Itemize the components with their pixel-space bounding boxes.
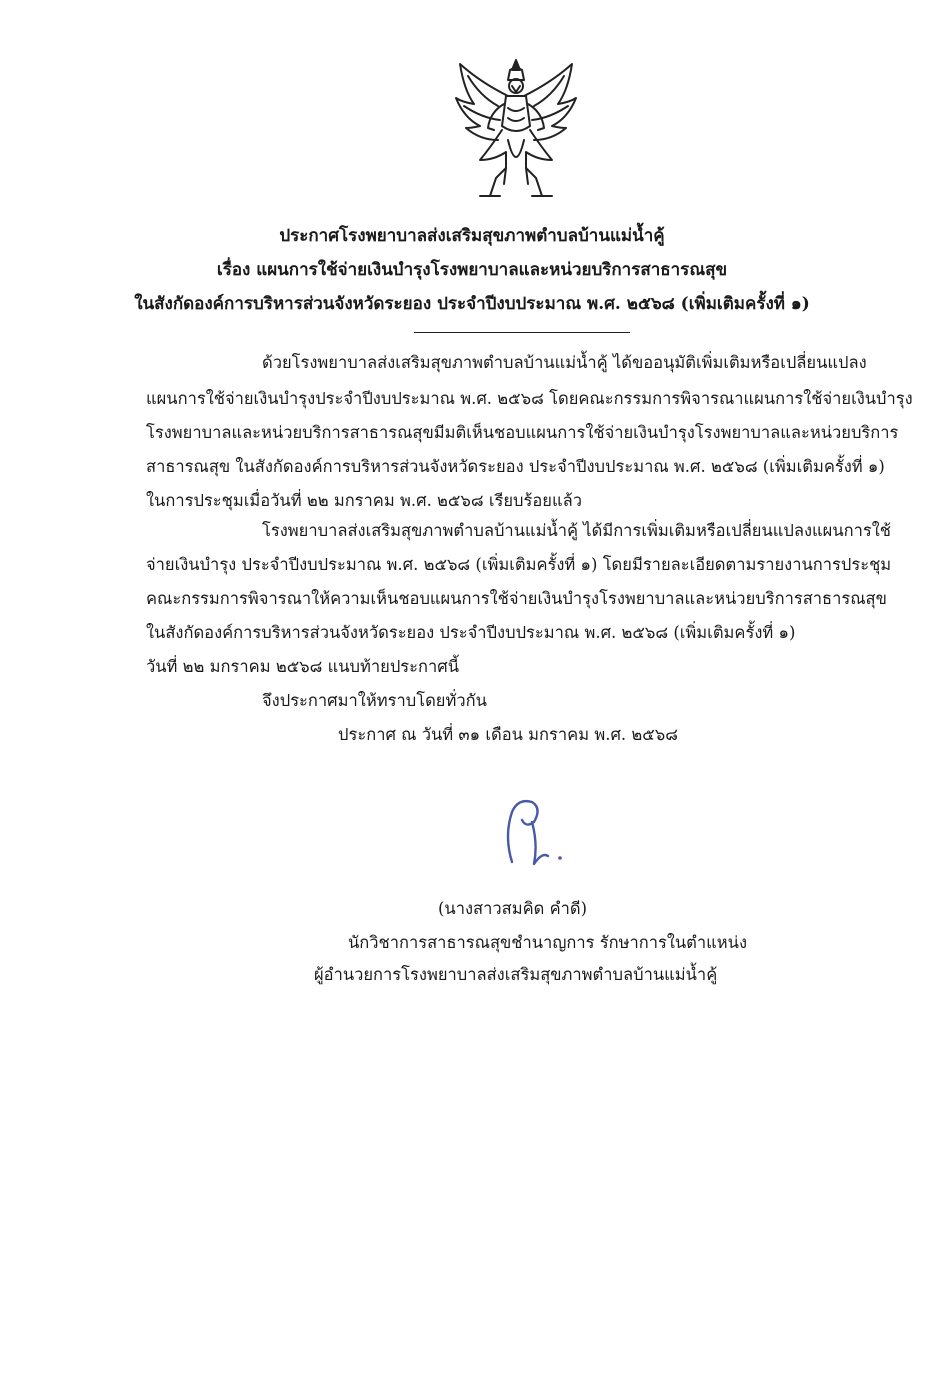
paragraph-line: ในการประชุมเมื่อวันที่ ๒๒ มกราคม พ.ศ. ๒๕๖๘ เรียบร้อยแล้ว [146,491,582,510]
paragraph-line: วันที่ ๒๒ มกราคม ๒๕๖๘ แนบท้ายประกาศนี้ [146,657,460,676]
paragraph-line: โรงพยาบาลส่งเสริมสุขภาพตำบลบ้านแม่น้ำคู้ ได้มีการเพิ่มเติมหรือเปลี่ยนแปลงแผนการใช้ [262,521,891,540]
paragraph-line: ในสังกัดองค์การบริหารส่วนจังหวัดระยอง ประจำปีงบประมาณ พ.ศ. ๒๕๖๘ (เพิ่มเติมครั้งที่ ๑) [146,623,796,642]
paragraph-line: ด้วยโรงพยาบาลส่งเสริมสุขภาพตำบลบ้านแม่น้ำคู้ ได้ขออนุมัติเพิ่มเติมหรือเปลี่ยนแปลง [262,353,867,372]
announcement-subject-scope: ในสังกัดองค์การบริหารส่วนจังหวัดระยอง ประจำปีงบประมาณ พ.ศ. ๒๕๖๘ (เพิ่มเติมครั้งที่ ๑) [134,294,810,314]
paragraph-line: คณะกรรมการพิจารณาให้ความเห็นชอบแผนการใช้จ่ายเงินบำรุงโรงพยาบาลและหน่วยบริการสาธารณสุข [146,589,887,608]
paragraph-line: จ่ายเงินบำรุง ประจำปีงบประมาณ พ.ศ. ๒๕๖๘ (เพิ่มเติมครั้งที่ ๑) โดยมีรายละเอียดตามรายงานการประชุม [146,555,892,574]
garuda-emblem-icon [450,56,582,206]
handwritten-signature-icon [498,792,568,872]
paragraph-line: โรงพยาบาลและหน่วยบริการสาธารณสุขมีมติเห็นชอบแผนการใช้จ่ายเงินบำรุงโรงพยาบาลและหน่วยบริการ [146,423,899,442]
announcement-title: ประกาศโรงพยาบาลส่งเสริมสุขภาพตำบลบ้านแม่น้ำคู้ [279,226,665,246]
closing-statement: จึงประกาศมาให้ทราบโดยทั่วกัน [262,691,487,710]
signatory-position: นักวิชาการสาธารณสุขชำนาญการ รักษาการในตำแหน่ง [348,933,748,952]
paragraph-line: แผนการใช้จ่ายเงินบำรุงประจำปีงบประมาณ พ.ศ. ๒๕๖๘ โดยคณะกรรมการพิจารณาแผนการใช้จ่ายเงินบำรุง [146,389,913,408]
paragraph-line: สาธารณสุข ในสังกัดองค์การบริหารส่วนจังหวัดระยอง ประจำปีงบประมาณ พ.ศ. ๒๕๖๘ (เพิ่มเติมครั้งที่ ๑) [146,457,885,476]
announcement-subject: เรื่อง แผนการใช้จ่ายเงินบำรุงโรงพยาบาลและหน่วยบริการสาธารณสุข [216,260,728,280]
signatory-name: (นางสาวสมคิด คำดี) [438,899,588,918]
signatory-acting-position: ผู้อำนวยการโรงพยาบาลส่งเสริมสุขภาพตำบลบ้านแม่น้ำคู้ [314,965,718,984]
title-divider [414,332,630,333]
announcement-date: ประกาศ ณ วันที่ ๓๑ เดือน มกราคม พ.ศ. ๒๕๖๘ [338,725,678,744]
